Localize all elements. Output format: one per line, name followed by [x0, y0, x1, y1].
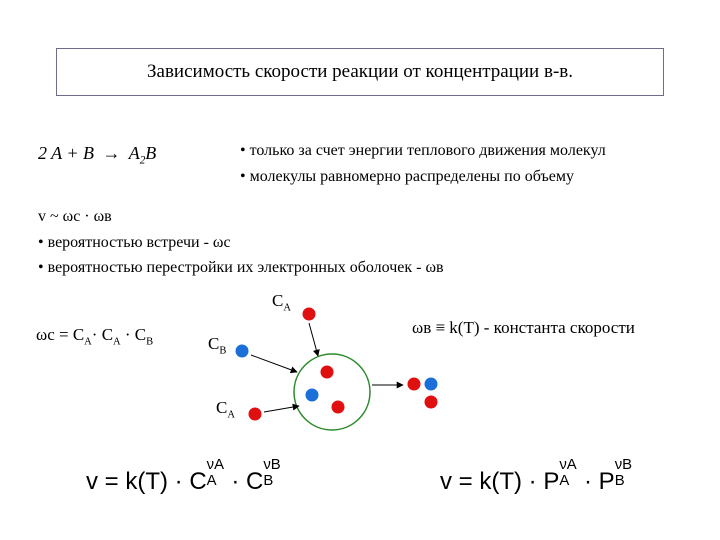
- molecule-a-left: [249, 408, 262, 421]
- arrow-ca-top: [309, 323, 318, 356]
- omega-c-mid: · C: [91, 325, 114, 344]
- equation-product-sub: 2: [139, 154, 146, 167]
- omega-c-mid2: · C: [120, 325, 147, 344]
- equation-product-tail: B: [145, 143, 157, 163]
- label-ca-top-letter: C: [272, 291, 284, 310]
- label-ca-top-sub: A: [283, 302, 291, 314]
- omega-v-formula: ωв ≡ k(T) - константа скорости: [412, 318, 635, 337]
- rate-law-pressure: [440, 456, 633, 496]
- omega-c-sub-2: A: [113, 336, 121, 348]
- rate-p-sub-b: B: [614, 473, 625, 490]
- molecule-b-inside: [306, 389, 319, 402]
- label-ca-bottom-sub: A: [227, 409, 235, 421]
- rate-c-sub-a: A: [206, 473, 217, 490]
- molecule-b-left: [236, 345, 249, 358]
- condition-1: • только за счет энергии теплового движения молекул: [240, 142, 606, 159]
- arrow-cb: [251, 355, 297, 372]
- rate-c-prefix: v = k(T) · C: [86, 468, 207, 495]
- rate-p-index-a: [559, 456, 577, 490]
- rate-p-nu-a: νA: [559, 456, 577, 473]
- arrow-ca-bottom: [264, 406, 299, 412]
- rate-c-nu-a: νA: [206, 456, 225, 473]
- omega-c-sub-1: A: [84, 336, 92, 348]
- rate-p-prefix: v = k(T) · P: [440, 468, 560, 495]
- rate-c-sub-b: B: [263, 473, 274, 490]
- label-cb-letter: C: [208, 334, 220, 353]
- label-cb-sub: B: [219, 345, 227, 357]
- rate-c-index-b: [263, 456, 281, 490]
- rate-c-nu-b: νB: [263, 456, 281, 473]
- collision-circle: [294, 354, 370, 430]
- omega-c-lhs: ωc = C: [36, 325, 85, 344]
- factor-2: • вероятностью перестройки их электронных оболочек - ωв: [38, 259, 444, 276]
- equation-product: A: [128, 143, 140, 163]
- rate-c-index-a: [206, 456, 225, 490]
- product-molecule-b: [425, 378, 438, 391]
- equation-arrow: →: [102, 143, 121, 163]
- molecule-a-inside-1: [321, 366, 334, 379]
- molecule-a-top: [303, 308, 316, 321]
- factor-1: • вероятностью встречи - ωc: [38, 234, 231, 251]
- rate-p-index-b: [614, 456, 633, 490]
- rate-law-concentration: [86, 456, 281, 496]
- equation-left: 2 A + B: [38, 143, 94, 163]
- proportion-formula: v ~ ωc · ωв: [38, 208, 112, 225]
- label-ca-bottom-letter: C: [216, 398, 228, 417]
- rate-p-sub-a: A: [559, 473, 570, 490]
- product-molecule-a-2: [425, 396, 438, 409]
- page-title: Зависимость скорости реакции от концентрации в-в.: [147, 61, 573, 82]
- rate-p-mid: · P: [577, 468, 615, 495]
- rate-p-nu-b: νB: [614, 456, 633, 473]
- product-molecule-a-1: [408, 378, 421, 391]
- molecule-a-inside-2: [332, 401, 345, 414]
- condition-2: • молекулы равномерно распределены по объему: [240, 168, 574, 185]
- rate-c-mid: · C: [224, 468, 264, 495]
- omega-c-sub-3: B: [146, 336, 154, 348]
